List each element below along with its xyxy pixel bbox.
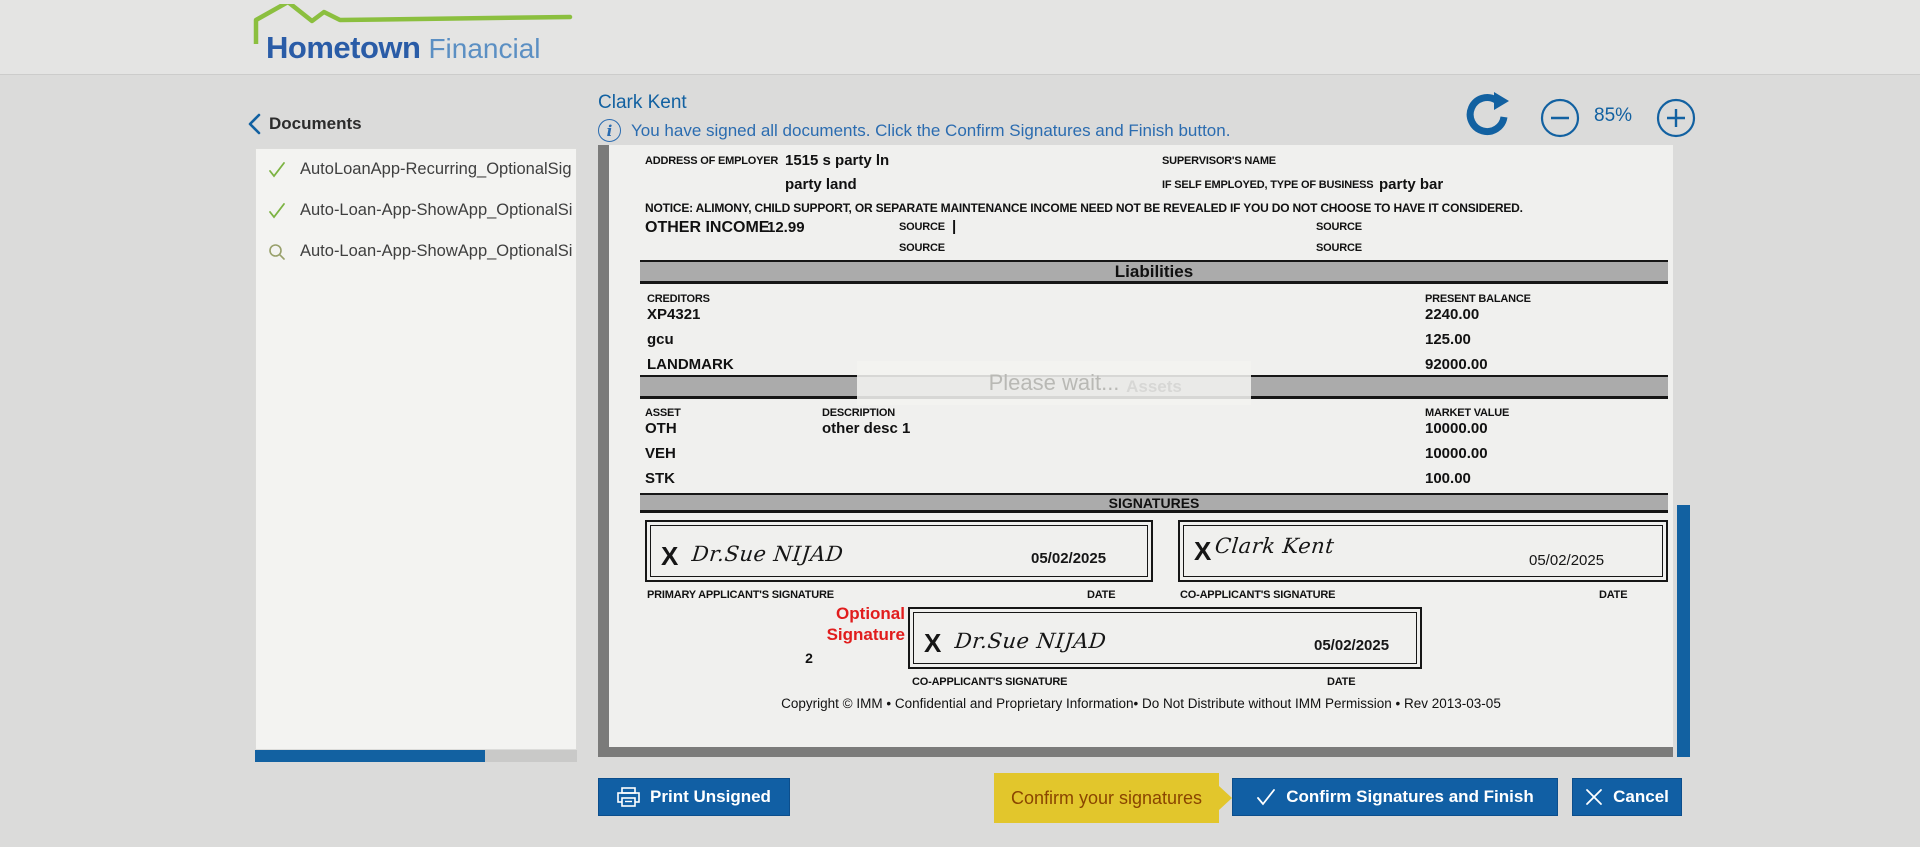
- signatures-section-bar: [640, 493, 1668, 513]
- co-signature-label: CO-APPLICANT'S SIGNATURE: [1180, 589, 1336, 601]
- document-copyright: Copyright © IMM • Confidential and Proprietary Information• Do Not Distribute without IMM Permission • Rev 2013-03-05: [781, 696, 1501, 711]
- alimony-notice: NOTICE: ALIMONY, CHILD SUPPORT, OR SEPARATE MAINTENANCE INCOME NEED NOT BE REVEALED IF YOU DO NOT CHOOSE TO HAVE IT CONSIDERED.: [645, 201, 1523, 215]
- documents-back-label: Documents: [269, 114, 362, 133]
- primary-signature-box[interactable]: [645, 520, 1153, 582]
- primary-signature-label: PRIMARY APPLICANT'S SIGNATURE: [647, 589, 834, 601]
- document-list: [255, 148, 577, 750]
- source-value-cursor: |: [952, 218, 957, 235]
- co-x-mark: X: [1194, 535, 1212, 566]
- documents-back-button[interactable]: [248, 113, 362, 135]
- brand-title: Hometown: [266, 30, 421, 65]
- minus-icon: [1540, 98, 1580, 138]
- primary-signature-date: 05/02/2025: [1031, 550, 1107, 567]
- chevron-left-icon: [248, 113, 261, 135]
- signed-check-icon: [268, 161, 286, 179]
- confirm-signatures-tooltip: [994, 773, 1219, 823]
- primary-signature-inner: [650, 525, 1148, 577]
- asset-desc: other desc 1: [822, 420, 911, 437]
- balance-row: 125.00: [1425, 331, 1471, 348]
- printer-icon: [617, 787, 640, 808]
- source-label-2: SOURCE: [1316, 221, 1362, 233]
- market-value-label: MARKET VALUE: [1425, 407, 1510, 419]
- please-wait-overlay: [857, 361, 1251, 405]
- balance-row: 92000.00: [1425, 356, 1488, 373]
- primary-x-mark: X: [661, 540, 679, 571]
- print-unsigned-label: Print Unsigned: [650, 787, 771, 806]
- primary-date-label: DATE: [1087, 589, 1116, 601]
- document-name: Auto-Loan-App-ShowApp_OptionalSi: [300, 201, 573, 219]
- other-income-label: OTHER INCOME: [645, 219, 770, 236]
- creditor-row: XP4321: [647, 306, 701, 323]
- document-page: [609, 145, 1673, 747]
- optional-tag-line2: Signature: [826, 625, 905, 644]
- confirm-signatures-tooltip-text: Confirm your signatures: [1010, 787, 1203, 808]
- optional-signature-tag: [769, 603, 905, 645]
- check-icon: [1256, 788, 1276, 806]
- liabilities-title: Liabilities: [1114, 261, 1194, 281]
- document-list-item[interactable]: [256, 231, 576, 272]
- document-name: AutoLoanApp-Recurring_OptionalSig: [300, 160, 572, 178]
- info-message: You have signed all documents. Click the Confirm Signatures and Finish button.: [631, 120, 1231, 140]
- confirm-signatures-finish-button[interactable]: [1232, 778, 1558, 816]
- brand-subtitle: Financial: [428, 33, 541, 64]
- self-employed-value: party bar: [1379, 176, 1444, 193]
- optional-signature-inner: [913, 612, 1417, 664]
- address-of-employer-label: ADDRESS OF EMPLOYER: [645, 155, 779, 167]
- asset-row: STK: [645, 470, 675, 487]
- co-date-label: DATE: [1599, 589, 1628, 601]
- document-viewer: [598, 145, 1673, 757]
- cancel-button[interactable]: [1572, 778, 1682, 816]
- tooltip-arrow-icon: [1219, 786, 1232, 810]
- document-list-item[interactable]: [256, 190, 576, 231]
- optional-signature-script: Dr.Sue NIJAD: [954, 629, 1108, 653]
- asset-row: OTH: [645, 420, 677, 437]
- sidebar-scrollbar-thumb[interactable]: [255, 750, 485, 762]
- zoom-in-button[interactable]: [1656, 98, 1696, 143]
- document-name: Auto-Loan-App-ShowApp_OptionalSi: [300, 242, 573, 260]
- cancel-label: Cancel: [1613, 787, 1669, 806]
- optional-date-label: DATE: [1327, 676, 1356, 688]
- co-signature-date: 05/02/2025: [1529, 552, 1605, 569]
- print-unsigned-button[interactable]: [598, 778, 790, 816]
- brand-logo: [250, 4, 630, 72]
- brand-text: [266, 30, 541, 66]
- close-icon: [1585, 788, 1603, 806]
- source-label-1: SOURCE: [899, 221, 945, 233]
- source-label-3: SOURCE: [899, 242, 945, 254]
- document-list-item[interactable]: [256, 149, 576, 190]
- plus-icon: [1656, 98, 1696, 138]
- signed-check-icon: [268, 202, 286, 220]
- info-banner: [598, 119, 1230, 142]
- co-signature-box[interactable]: [1178, 520, 1668, 582]
- co-signature-script: Clark Kent: [1214, 534, 1336, 558]
- top-bar: [0, 0, 1920, 75]
- asset-value: 100.00: [1425, 470, 1471, 487]
- supervisor-name-label: SUPERVISOR'S NAME: [1162, 155, 1276, 167]
- optional-signature-label: CO-APPLICANT'S SIGNATURE: [912, 676, 1068, 688]
- present-balance-label: PRESENT BALANCE: [1425, 293, 1531, 305]
- refresh-button[interactable]: [1463, 90, 1511, 138]
- optional-x-mark: X: [924, 627, 942, 658]
- other-income-value: 12.99: [767, 219, 805, 236]
- optional-signature-date: 05/02/2025: [1314, 637, 1390, 654]
- co-signature-inner: [1183, 525, 1663, 577]
- confirm-signatures-finish-label: Confirm Signatures and Finish: [1286, 787, 1534, 806]
- sidebar-horizontal-scrollbar[interactable]: [255, 750, 577, 762]
- asset-row: VEH: [645, 445, 676, 462]
- optional-signature-number: 2: [805, 650, 813, 666]
- creditors-label: CREDITORS: [647, 293, 710, 305]
- refresh-icon: [1463, 90, 1511, 138]
- description-label: DESCRIPTION: [822, 407, 895, 419]
- primary-signature-script: Dr.Sue NIJAD: [691, 542, 845, 566]
- zoom-out-button[interactable]: [1540, 98, 1580, 143]
- optional-signature-box[interactable]: [908, 607, 1422, 669]
- asset-value: 10000.00: [1425, 420, 1488, 437]
- signer-name-link[interactable]: Clark Kent: [598, 92, 687, 113]
- balance-row: 2240.00: [1425, 306, 1480, 323]
- asset-label: ASSET: [645, 407, 681, 419]
- asset-value: 10000.00: [1425, 445, 1488, 462]
- source-label-4: SOURCE: [1316, 242, 1362, 254]
- info-icon: i: [598, 119, 621, 142]
- liabilities-section-bar: [640, 260, 1668, 284]
- zoom-level: 85%: [1594, 105, 1633, 126]
- viewer-vertical-scrollbar-thumb[interactable]: [1677, 505, 1690, 757]
- signatures-title: SIGNATURES: [1108, 494, 1200, 511]
- address-of-employer-value: 1515 s party ln: [785, 152, 890, 169]
- magnifier-icon: [268, 243, 286, 261]
- creditor-row: gcu: [647, 331, 674, 348]
- self-employed-label: IF SELF EMPLOYED, TYPE OF BUSINESS: [1162, 179, 1374, 191]
- creditor-row: LANDMARK: [647, 356, 734, 373]
- employer-address-line2: party land: [785, 176, 857, 193]
- optional-tag-line1: Optional: [836, 604, 905, 623]
- please-wait-text: Please wait...: [988, 370, 1120, 395]
